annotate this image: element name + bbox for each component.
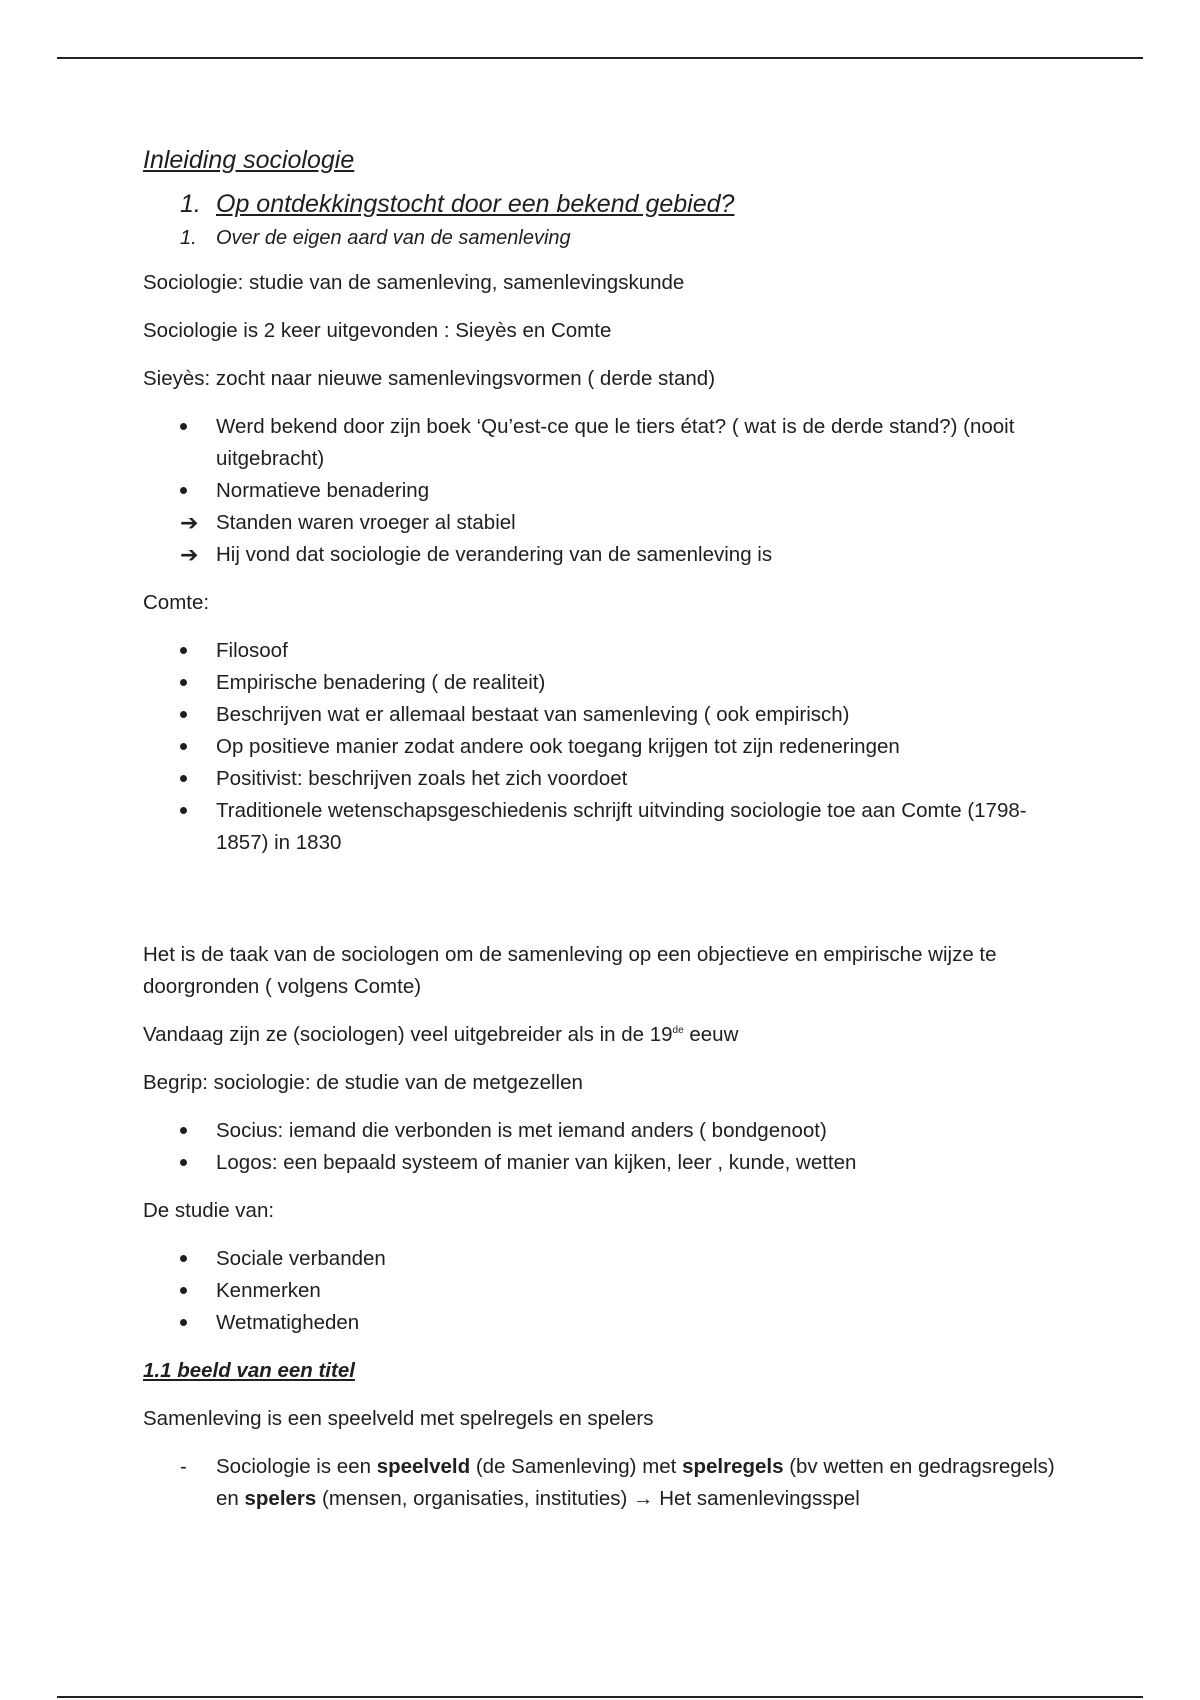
bullet-icon bbox=[180, 1127, 187, 1134]
paragraph: Sociologie is 2 keer uitgevonden : Sieyès en Comte bbox=[143, 319, 612, 342]
section-title: 1.1 beeld van een titel bbox=[143, 1359, 355, 1382]
comte-list bbox=[143, 635, 1063, 859]
paragraph: Sieyès: zocht naar nieuwe samenlevingsvormen ( derde stand) bbox=[143, 367, 716, 390]
list-item: Op positieve manier zodat andere ook toegang krijgen tot zijn redeneringen bbox=[143, 731, 1063, 763]
list-item: Kenmerken bbox=[143, 1275, 1063, 1307]
bullet-icon bbox=[180, 647, 187, 654]
arrow-icon: ➔ bbox=[180, 542, 199, 567]
header-rule bbox=[57, 57, 1143, 59]
bullet-icon bbox=[180, 679, 187, 686]
list-item: Normatieve benadering bbox=[143, 475, 1063, 507]
blank-space bbox=[143, 875, 1063, 939]
heading-1 bbox=[143, 186, 1063, 222]
document-body bbox=[143, 140, 1063, 1531]
list-item: Wetmatigheden bbox=[143, 1307, 1063, 1339]
heading-1-number: 1. bbox=[180, 190, 201, 218]
list-item: ➔ Hij vond dat sociologie de verandering van de samenleving is bbox=[143, 539, 1063, 571]
bullet-icon bbox=[180, 1319, 187, 1326]
paragraph: Samenleving is een speelveld met spelregels en spelers bbox=[143, 1407, 654, 1430]
list-item: Filosoof bbox=[143, 635, 1063, 667]
bullet-icon bbox=[180, 423, 187, 430]
list-item: Socius: iemand die verbonden is met iemand anders ( bondgenoot) bbox=[143, 1115, 1063, 1147]
spel-list bbox=[143, 1451, 1063, 1515]
bullet-icon bbox=[180, 711, 187, 718]
paragraph: Het is de taak van de sociologen om de samenleving op een objectieve en empirische wijze te doorgronden ( volgens Comte) bbox=[143, 943, 997, 998]
bullet-icon bbox=[180, 1287, 187, 1294]
list-item: Werd bekend door zijn boek ‘Qu’est-ce que le tiers état? ( wat is de derde stand?) (nooit uitgebracht) bbox=[143, 411, 1063, 475]
heading-1-text: Op ontdekkingstocht door een bekend gebied? bbox=[216, 190, 735, 218]
list-item: Beschrijven wat er allemaal bestaat van samenleving ( ook empirisch) bbox=[143, 699, 1063, 731]
list-item: - Sociologie is een speelveld (de Samenleving) met spelregels (bv wetten en gedragsregels) en spelers (mensen, organisaties, instituties) → Het samenlevingsspel bbox=[143, 1451, 1063, 1515]
begrip-list bbox=[143, 1115, 1063, 1179]
paragraph: Sociologie: studie van de samenleving, samenlevingskunde bbox=[143, 271, 685, 294]
bullet-icon bbox=[180, 1159, 187, 1166]
list-item: Traditionele wetenschapsgeschiedenis schrijft uitvinding sociologie toe aan Comte (1798-1857) in 1830 bbox=[143, 795, 1063, 859]
dash-icon: - bbox=[180, 1455, 187, 1478]
bullet-icon bbox=[180, 775, 187, 782]
footer-rule bbox=[57, 1696, 1143, 1698]
studie-label: De studie van: bbox=[143, 1199, 275, 1222]
paragraph: Begrip: sociologie: de studie van de metgezellen bbox=[143, 1071, 583, 1094]
sieyes-list bbox=[143, 411, 1063, 571]
list-item: Logos: een bepaald systeem of manier van kijken, leer , kunde, wetten bbox=[143, 1147, 1063, 1179]
list-item: Sociale verbanden bbox=[143, 1243, 1063, 1275]
arrow-icon: ➔ bbox=[180, 510, 199, 535]
document-title: Inleiding sociologie bbox=[143, 146, 355, 174]
heading-2-number: 1. bbox=[180, 227, 197, 249]
bullet-icon bbox=[180, 1255, 187, 1262]
comte-label: Comte: bbox=[143, 591, 210, 614]
list-item: Empirische benadering ( de realiteit) bbox=[143, 667, 1063, 699]
bullet-icon bbox=[180, 807, 187, 814]
list-item: ➔ Standen waren vroeger al stabiel bbox=[143, 507, 1063, 539]
studie-list bbox=[143, 1243, 1063, 1339]
bullet-icon bbox=[180, 487, 187, 494]
heading-2 bbox=[143, 222, 1063, 254]
bullet-icon bbox=[180, 743, 187, 750]
paragraph: Vandaag zijn ze (sociologen) veel uitgebreider als in de 19de eeuw bbox=[143, 1023, 739, 1046]
heading-2-text: Over de eigen aard van de samenleving bbox=[216, 227, 571, 249]
list-item: Positivist: beschrijven zoals het zich voordoet bbox=[143, 763, 1063, 795]
